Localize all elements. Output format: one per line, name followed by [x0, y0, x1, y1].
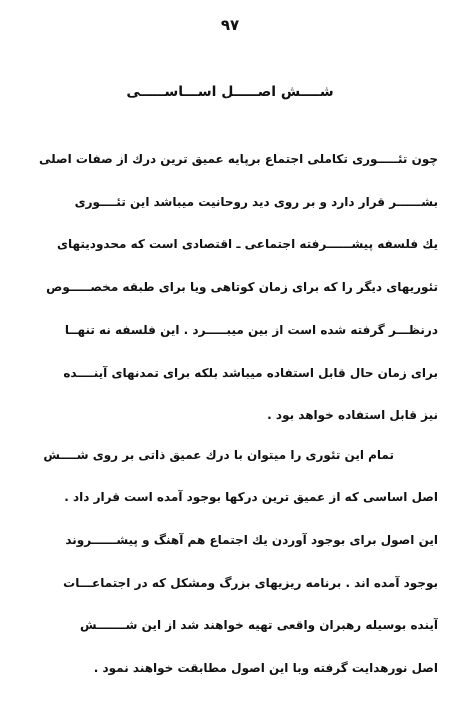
- page-number: ۹۷: [220, 16, 240, 34]
- paragraph-2-line-2: اصل اساسی که از عمیق ترین درکها بوجود آمده است قرار داد .: [64, 490, 438, 504]
- paragraph-2-line-4: بوجود آمده اند . برنامه ریزیهای بزرگ ومشکل که در اجتماعـــات: [63, 576, 438, 590]
- paragraph-2-line-3: این اصول برای بوجود آوردن یك اجتماع هم آهنگ و پیشــــــروند: [65, 533, 438, 547]
- paragraph-2-line-5: آینده بوسیله رهبران واقعی تهیه خواهند شد از این شـــــــش: [79, 618, 438, 632]
- paragraph-1-line-3: یك فلسفه پیشــــــرفته اجتماعی ـ اقتصادی است که محدودیتهای: [56, 237, 438, 251]
- paragraph-1-line-5: درنظـــر گرفته شده است از بین میبـــــرد . این فلسفه نه تنهــا: [64, 323, 438, 337]
- paragraph-2-line-6: اصل نورهدایت گرفته وبا این اصول مطابقت خواهند نمود .: [93, 661, 438, 675]
- section-heading: شــــش اصـــــل اســـاســـــی: [126, 84, 334, 100]
- paragraph-1-line-4: تئوریهای دیگر را که برای زمان کوتاهی ویا برای طبقه مخصـــــوص: [46, 280, 438, 294]
- paragraph-1-line-2: بشــــــر قرار دارد و بر روی دید روحانیت میباشد این تئــــوری: [74, 195, 438, 209]
- paragraph-1-line-7: نیز قابل استفاده خواهد بود .: [267, 408, 438, 422]
- paragraph-1-line-6: برای زمان حال قابل استفاده میباشد بلکه برای تمدنهای آینــــده: [63, 366, 438, 380]
- paragraph-1-line-1: چون تئـــــوری تکاملی اجتماع برپایه عمیق ترین درك از صفات اصلی: [38, 152, 438, 166]
- paragraph-2-line-1: تمام این تئوری را میتوان با درك عمیق ذاتی بر روی شــــش: [43, 448, 394, 462]
